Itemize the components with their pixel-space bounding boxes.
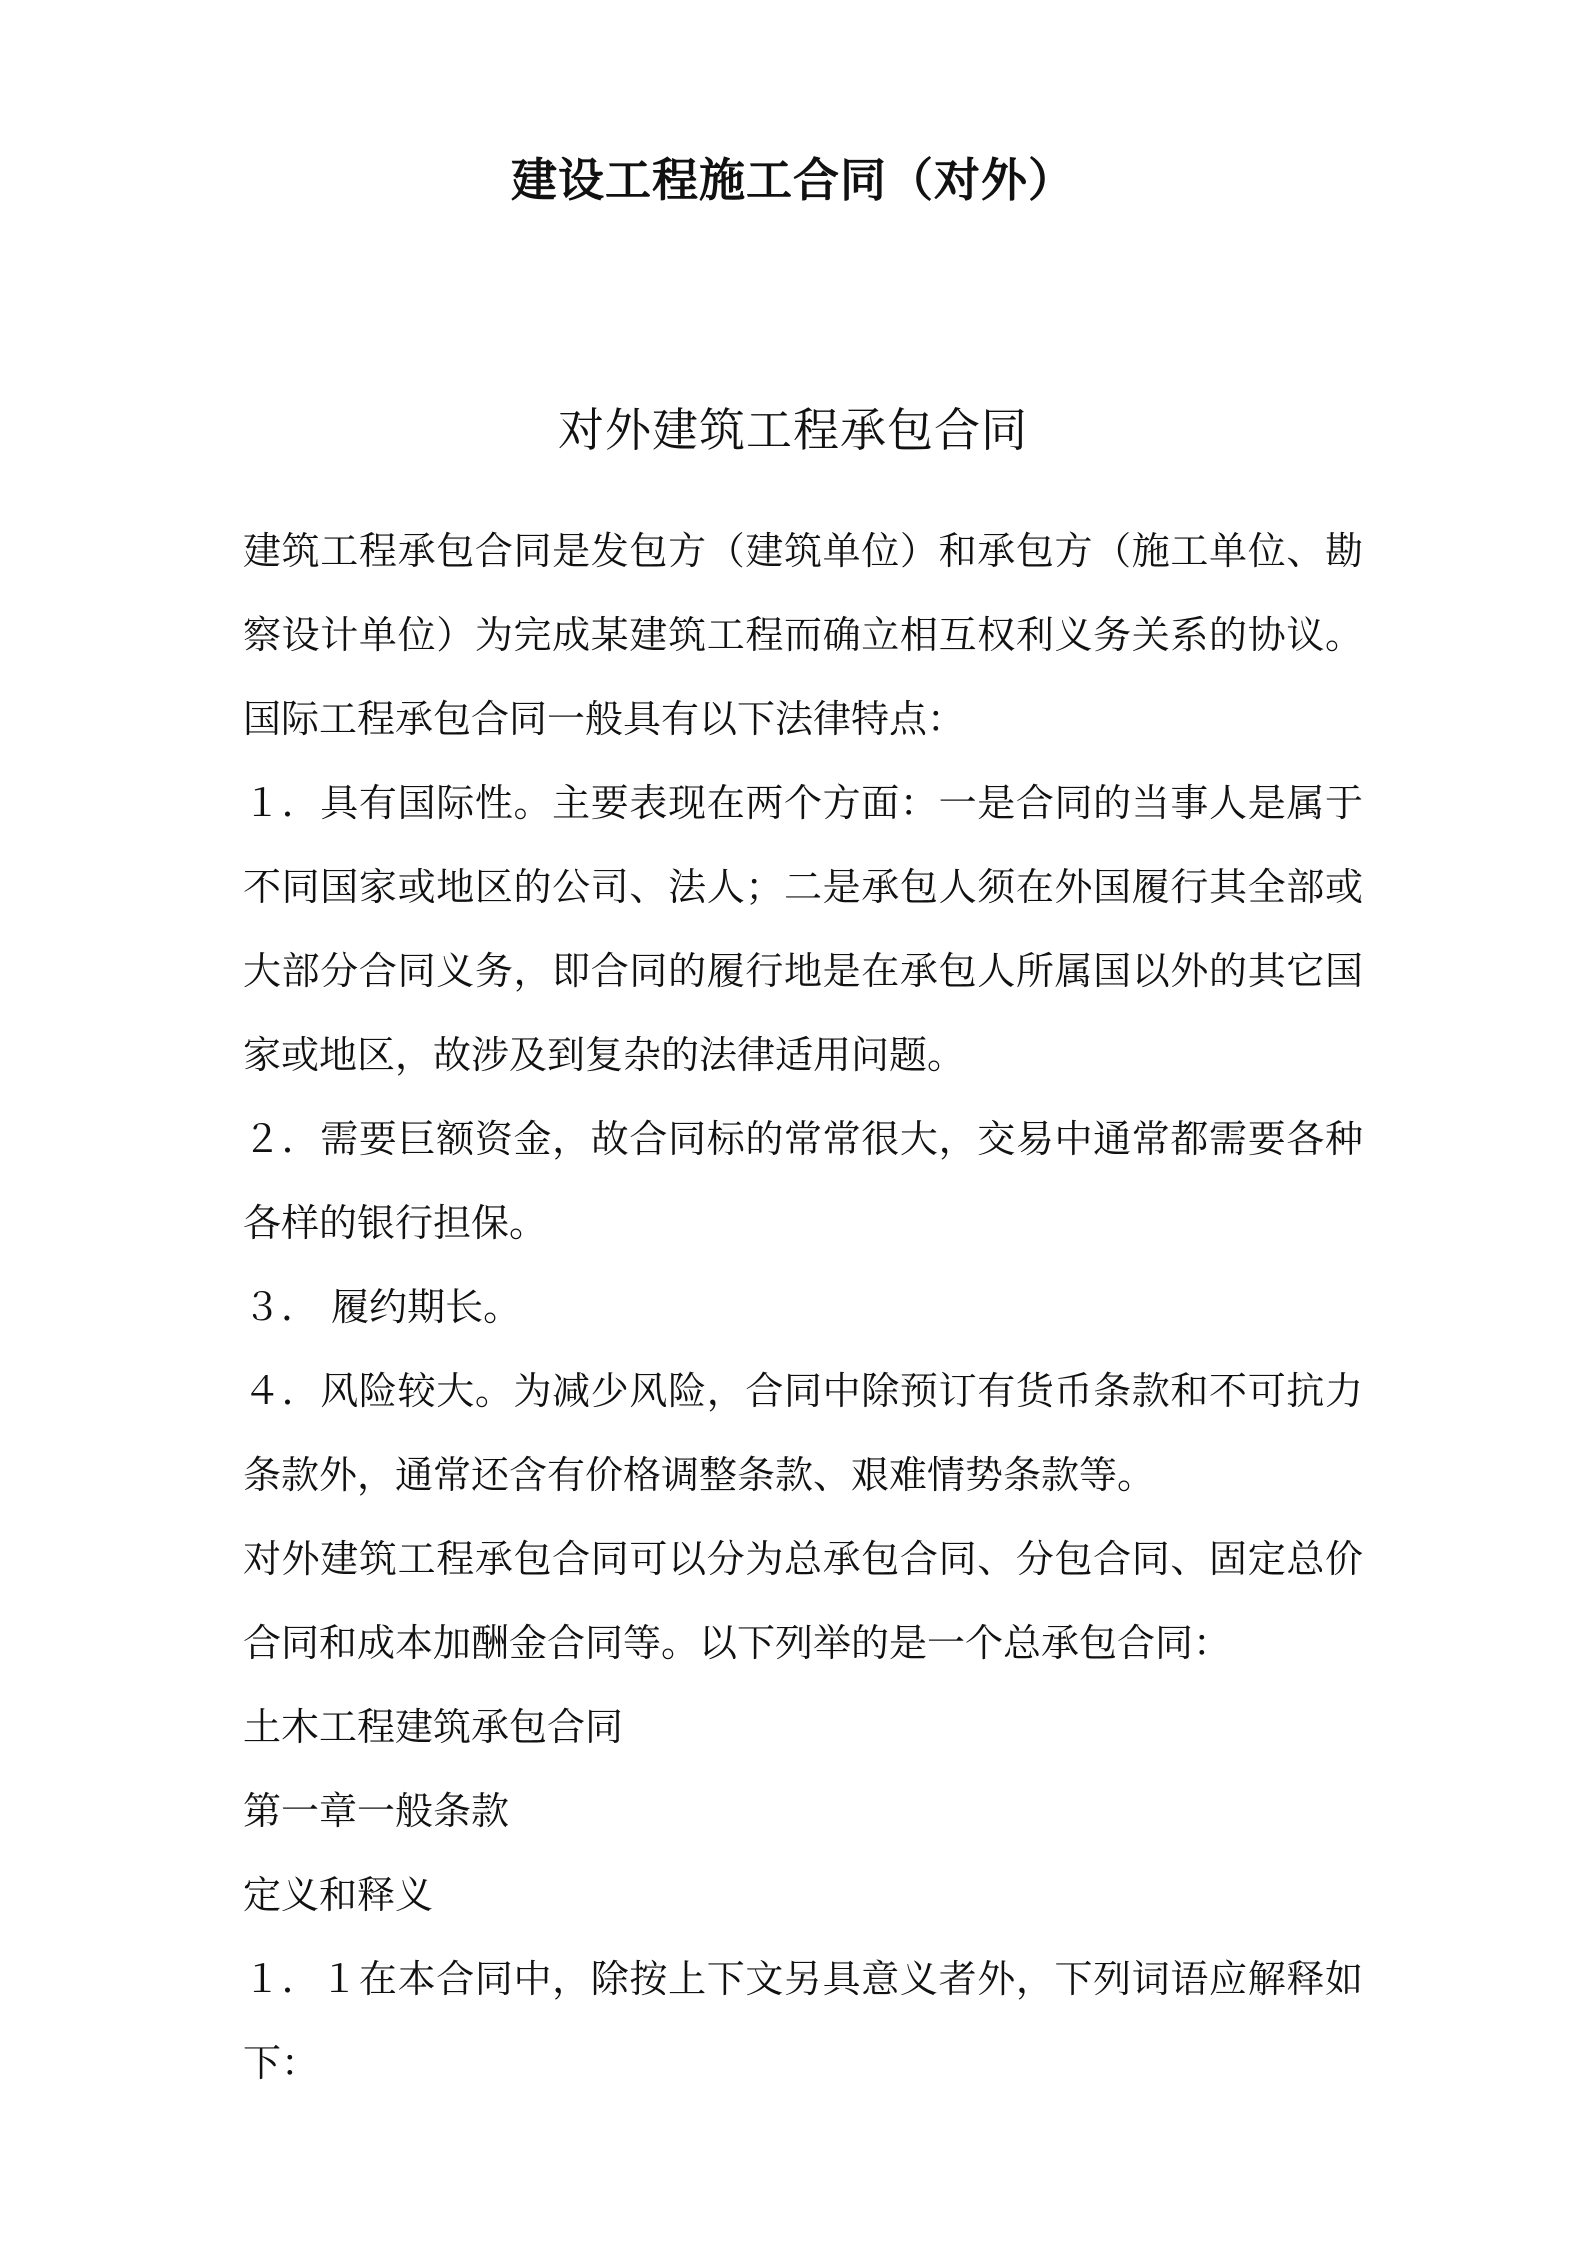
paragraph-intro: 建筑工程承包合同是发包方（建筑单位）和承包方（施工单位、勘察设计单位）为完成某建筑工程而确立相互权利义务关系的协议。国际工程承包合同一般具有以下法律特点： bbox=[243, 529, 1363, 741]
paragraph-item-3: ３． 履约期长。 bbox=[243, 1285, 522, 1329]
paragraph-item-4: ４．风险较大。为减少风险，合同中除预订有货币条款和不可抗力条款外，通常还含有价格调整条款、艰难情势条款等。 bbox=[243, 1369, 1363, 1497]
clause-1-1: １．１在本合同中，除按上下文另具意义者外，下列词语应解释如下： bbox=[243, 1957, 1363, 2085]
section-title: 对外建筑工程承包合同 bbox=[558, 403, 1028, 457]
document-title: 建设工程施工合同（对外） bbox=[511, 153, 1075, 207]
subheading-definitions: 定义和释义 bbox=[243, 1873, 434, 1917]
paragraph-item-2: ２．需要巨额资金，故合同标的常常很大，交易中通常都需要各种各样的银行担保。 bbox=[243, 1117, 1363, 1245]
paragraph-classification: 对外建筑工程承包合同可以分为总承包合同、分包合同、固定总价合同和成本加酬金合同等。以下列举的是一个总承包合同： bbox=[243, 1537, 1363, 1665]
paragraph-item-1: １．具有国际性。主要表现在两个方面：一是合同的当事人是属于不同国家或地区的公司、法人；二是承包人须在外国履行其全部或大部分合同义务，即合同的履行地是在承包人所属国以外的其它国家或地区，故涉及到复杂的法律适用问题。 bbox=[243, 781, 1363, 1077]
chapter-heading: 第一章一般条款 bbox=[243, 1789, 510, 1833]
document-body bbox=[243, 509, 1363, 2105]
contract-name: 土木工程建筑承包合同 bbox=[243, 1705, 624, 1749]
